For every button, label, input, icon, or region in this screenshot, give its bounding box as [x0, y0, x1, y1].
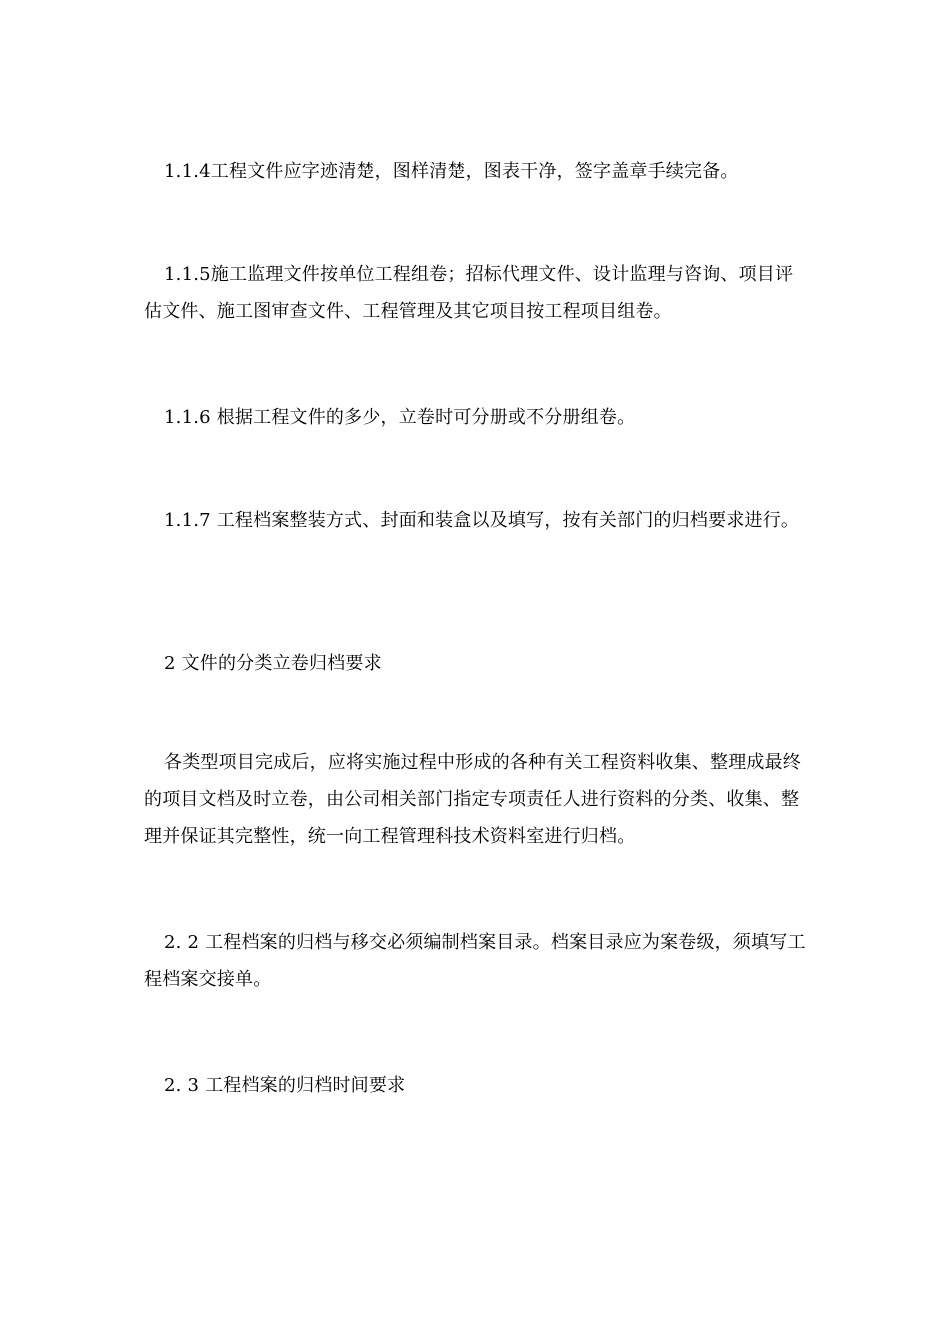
- paragraph-1-1-5: 1.1.5施工监理文件按单位工程组卷；招标代理文件、设计监理与咨询、项目评估文件、施工图审查文件、工程管理及其它项目按工程项目组卷。: [144, 264, 794, 322]
- paragraph-2-2: 2. 2 工程档案的归档与移交必须编制档案目录。档案目录应为案卷级，须填写工程档案交接单。: [144, 932, 806, 990]
- section-heading-2: 2 文件的分类立卷归档要求: [164, 653, 382, 674]
- paragraph-1-1-7: 1.1.7 工程档案整装方式、封面和装盒以及填写，按有关部门的归档要求进行。: [164, 510, 800, 531]
- paragraph-section-2-intro: 各类型项目完成后，应将实施过程中形成的各种有关工程资料收集、整理成最终的项目文档及时立卷，由公司相关部门指定专项责任人进行资料的分类、收集、整理并保证其完整性，统一向工程管理科技术资料室进行归档。: [144, 752, 801, 847]
- paragraph-1-1-6: 1.1.6 根据工程文件的多少，立卷时可分册或不分册组卷。: [164, 407, 636, 428]
- paragraph-1-1-4: 1.1.4工程文件应字迹清楚，图样清楚，图表干净，签字盖章手续完备。: [164, 161, 739, 182]
- paragraph-2-3: 2. 3 工程档案的归档时间要求: [164, 1075, 406, 1096]
